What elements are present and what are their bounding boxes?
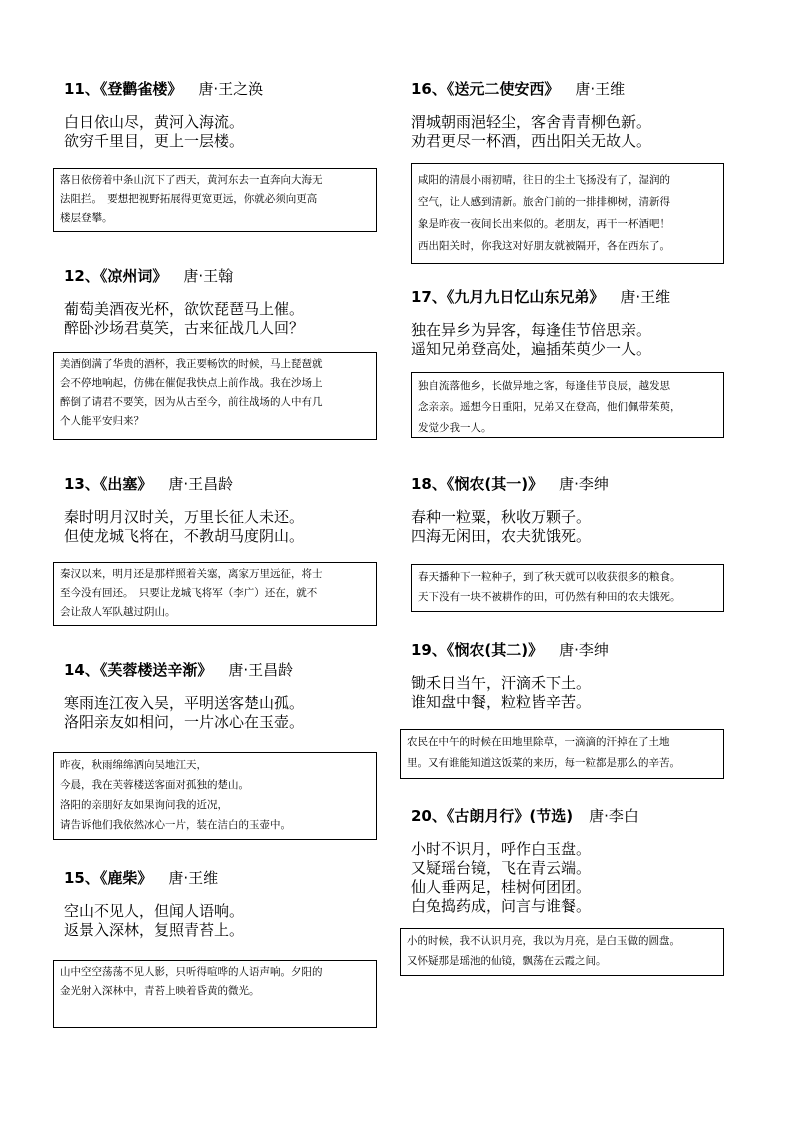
- translation-line: 法阻拦。 要想把视野拓展得更宽更远，你就必须向更高: [60, 193, 318, 205]
- poem-line: 谁知盘中餐，粒粒皆辛苦。: [411, 693, 592, 711]
- poem-20-translation: [400, 928, 724, 976]
- poem-18-author: 唐·李绅: [559, 475, 609, 493]
- poem-12-lines: [64, 300, 304, 338]
- translation-line: 昨夜，秋雨绵绵洒向吴地江天，: [60, 759, 207, 771]
- translation-line: 个人能平安归来？: [60, 415, 144, 427]
- poem-20-title: 20、《古朗月行》(节选) 唐·李白: [411, 807, 639, 825]
- poem-15-title: 15、《鹿柴》 唐·王维: [64, 869, 219, 887]
- poem-14-title: 14、《芙蓉楼送辛渐》 唐·王昌龄: [64, 661, 294, 679]
- translation-line: 秦汉以来，明月还是那样照着关塞，离家万里远征，将士: [60, 568, 323, 580]
- poem-line: 寒雨连江夜入吴，平明送客楚山孤。: [64, 694, 305, 712]
- poem-15-lines: [64, 902, 244, 940]
- translation-line: 今晨，我在芙蓉楼送客面对孤独的楚山。: [60, 779, 249, 791]
- poem-17-author: 唐·王维: [620, 288, 671, 306]
- poem-11-author: 唐·王之涣: [198, 80, 264, 98]
- poem-12-title: 12、《凉州词》 唐·王翰: [64, 267, 234, 285]
- poem-16-title: 16、《送元二使安西》 唐·王维: [411, 80, 626, 98]
- poem-12-author: 唐·王翰: [183, 267, 234, 285]
- translation-line: 西出阳关时，你我这对好朋友就被隔开，各在西东了。: [418, 240, 670, 252]
- poem-17-translation: [411, 372, 724, 438]
- poem-line: 空山不见人，但闻人语响。: [64, 902, 245, 920]
- poem-16-lines: [411, 113, 651, 151]
- translation-line: 楼层登攀。: [60, 212, 113, 224]
- poem-line: 遥知兄弟登高处，遍插茱萸少一人。: [411, 340, 652, 358]
- poem-line: 葡萄美酒夜光杯，欲饮琵琶马上催。: [64, 300, 305, 318]
- poem-15-translation: [53, 960, 377, 1028]
- poem-line: 锄禾日当午，汗滴禾下土。: [411, 674, 592, 692]
- poem-line: 四海无闲田，农夫犹饿死。: [411, 527, 592, 545]
- translation-line: 金光射入深林中，青苔上映着昏黄的微光。: [60, 985, 260, 997]
- poem-line: 春种一粒粟，秋收万颗子。: [411, 508, 592, 526]
- poem-20-author: 唐·李白: [589, 807, 639, 825]
- poem-11-title: 11、《登鹳雀楼》 唐·王之涣: [64, 80, 264, 98]
- poem-14-author: 唐·王昌龄: [228, 661, 294, 679]
- poem-11-lines: [64, 113, 263, 151]
- poem-19-lines: [411, 674, 609, 712]
- poem-17-lines: [411, 321, 670, 359]
- poem-18-translation: [411, 564, 724, 612]
- poem-line: 渭城朝雨浥轻尘，客舍青青柳色新。: [411, 113, 652, 131]
- poem-line: 仙人垂两足，桂树何团团。: [411, 878, 592, 896]
- poem-19-title: 19、《悯农(其二)》 唐·李绅: [411, 641, 609, 659]
- poem-line: 劝君更尽一杯酒，西出阳关无故人。: [411, 132, 652, 150]
- poem-line: 返景入深林，复照青苔上。: [64, 921, 245, 939]
- poem-16-author: 唐·王维: [575, 80, 626, 98]
- poem-line: 洛阳亲友如相问，一片冰心在玉壶。: [64, 713, 305, 731]
- translation-line: 请告诉他们我依然冰心一片，装在洁白的玉壶中。: [60, 819, 291, 831]
- poem-13-lines: [64, 508, 304, 546]
- translation-line: 春天播种下一粒种子，到了秋天就可以收获很多的粮食。: [418, 571, 681, 583]
- translation-line: 小的时候，我不认识月亮，我以为月亮，是白玉做的圆盘。: [407, 935, 680, 947]
- poem-19-author: 唐·李绅: [559, 641, 609, 659]
- translation-line: 洛阳的亲朋好友如果询问我的近况，: [60, 799, 228, 811]
- poem-12-translation: [53, 352, 377, 440]
- poem-line: 独在异乡为异客，每逢佳节倍思亲。: [411, 321, 652, 339]
- poem-13-author: 唐·王昌龄: [168, 475, 234, 493]
- poem-line: 醉卧沙场君莫笑，古来征战几人回？: [64, 319, 305, 337]
- poem-18-lines: [411, 508, 609, 546]
- poem-13-title: 13、《出塞》 唐·王昌龄: [64, 475, 234, 493]
- translation-line: 又怀疑那是瑶池的仙镜，飘荡在云霞之间。: [407, 955, 607, 967]
- poem-line: 秦时明月汉时关，万里长征人未还。: [64, 508, 305, 526]
- translation-line: 象是昨夜一夜间长出来似的。老朋友，再干一杯酒吧！: [418, 218, 670, 230]
- poem-line: 白日依山尽，黄河入海流。: [64, 113, 245, 131]
- poem-13-translation: [53, 562, 377, 626]
- poem-14-translation: [53, 752, 377, 840]
- poem-16-translation: [411, 163, 724, 264]
- translation-line: 里。又有谁能知道这饭菜的来历，每一粒都是那么的辛苦。: [407, 757, 680, 769]
- translation-line: 至今没有回还。 只要让龙城飞将军（李广）还在，就不: [60, 587, 318, 599]
- translation-line: 空气，让人感到清新。旅舍门前的一排排柳树，清新得: [418, 196, 670, 208]
- translation-line: 美酒倒满了华贵的酒杯，我正要畅饮的时候，马上琵琶就: [60, 358, 323, 370]
- translation-line: 落日依傍着中条山沉下了西天，黄河东去一直奔向大海无: [60, 174, 323, 186]
- poem-19-translation: [400, 729, 724, 779]
- poem-14-lines: [64, 694, 304, 732]
- poem-20-lines: [411, 840, 639, 916]
- translation-line: 咸阳的清晨小雨初晴，往日的尘土飞扬没有了，湿润的: [418, 174, 670, 186]
- poem-17-title: 17、《九月九日忆山东兄弟》 唐·王维: [411, 288, 671, 306]
- translation-line: 独自流落他乡，长做异地之客，每逢佳节良辰，越发思: [418, 380, 670, 392]
- translation-line: 天下没有一块不被耕作的田，可仍然有种田的农夫饿死。: [418, 591, 681, 603]
- translation-line: 发觉少我一人。: [418, 422, 492, 434]
- poem-11-translation: [53, 168, 377, 232]
- translation-line: 醉倒了请君不要笑，因为从古至今，前往战场的人中有几: [60, 396, 323, 408]
- poem-line: 小时不识月，呼作白玉盘。: [411, 840, 592, 858]
- poem-18-title: 18、《悯农(其一)》 唐·李绅: [411, 475, 609, 493]
- poem-line: 白兔捣药成，问言与谁餐。: [411, 897, 592, 915]
- translation-line: 念亲亲。遥想今日重阳，兄弟又在登高，他们佩带茱萸，: [418, 401, 681, 413]
- translation-line: 会不停地响起，仿佛在催促我快点上前作战。我在沙场上: [60, 377, 323, 389]
- translation-line: 会让敌人军队越过阴山。: [60, 606, 176, 618]
- poem-line: 又疑瑶台镜，飞在青云端。: [411, 859, 592, 877]
- translation-line: 农民在中午的时候在田地里除草，一滴滴的汗掉在了土地: [407, 736, 670, 748]
- poem-15-author: 唐·王维: [168, 869, 219, 887]
- poem-line: 但使龙城飞将在，不教胡马度阴山。: [64, 527, 305, 545]
- translation-line: 山中空空荡荡不见人影，只听得喧哗的人语声响。夕阳的: [60, 966, 323, 978]
- poem-line: 欲穷千里目，更上一层楼。: [64, 132, 245, 150]
